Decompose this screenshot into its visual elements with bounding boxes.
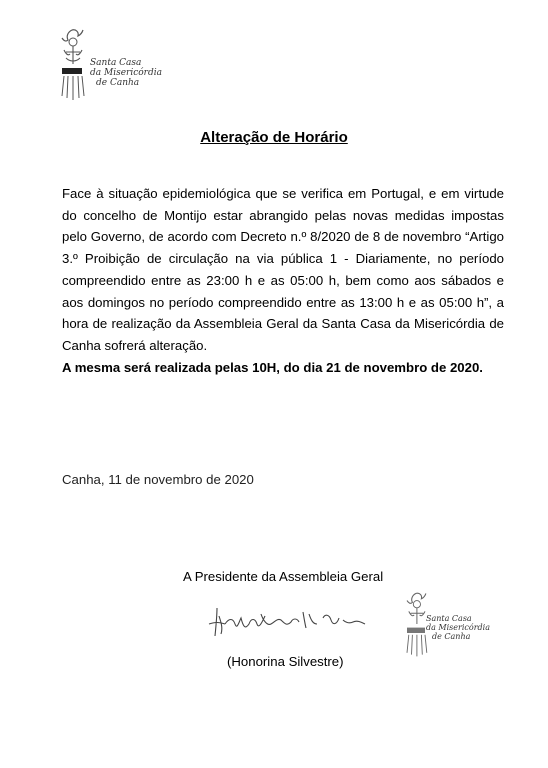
document-body bbox=[62, 183, 504, 378]
logo-line: de Canha bbox=[96, 78, 140, 88]
logo-line: de Canha bbox=[432, 632, 471, 641]
date-line: Canha, 11 de novembro de 2020 bbox=[62, 472, 254, 487]
logo-text bbox=[426, 614, 490, 641]
logo-text bbox=[90, 58, 162, 88]
signer-role: A Presidente da Assembleia Geral bbox=[183, 569, 384, 584]
bold-statement: A mesma será realizada pelas 10H, do dia 21 de novembro de 2020. bbox=[62, 359, 483, 375]
logo-line: da Misericórdia bbox=[426, 623, 490, 632]
signer-name: (Honorina Silvestre) bbox=[227, 654, 344, 669]
logo-line: Santa Casa bbox=[426, 614, 472, 623]
document-title: Alteração de Horário bbox=[200, 129, 348, 146]
signature-icon bbox=[205, 600, 380, 640]
logo-line: da Misericórdia bbox=[90, 68, 162, 78]
logo-bottom bbox=[398, 586, 494, 666]
logo-figure-icon bbox=[52, 24, 92, 104]
logo-top bbox=[52, 24, 162, 104]
body-paragraph: Face à situação epidemiológica que se verifica em Portugal, e em virtude do concelho de Montijo estar abrangido pelas novas medidas impostas pelo Governo, de acordo com Decreto n.º 8/2020 de 8 de novembro “Artigo 3.º Proibição de circulação na via pública 1 - Diariamente, no período compreendido entre as 23:00 h e as 05:00 h, bem como aos sábados e aos domingos no período compreendido entre as 13:00 h e as 05:00 h”, a hora de realização da Assembleia Geral da Santa Casa da Misericórdia de Canha sofrerá alteração. bbox=[62, 186, 504, 353]
logo-line: Santa Casa bbox=[90, 58, 142, 68]
handwritten-signature bbox=[205, 600, 380, 645]
